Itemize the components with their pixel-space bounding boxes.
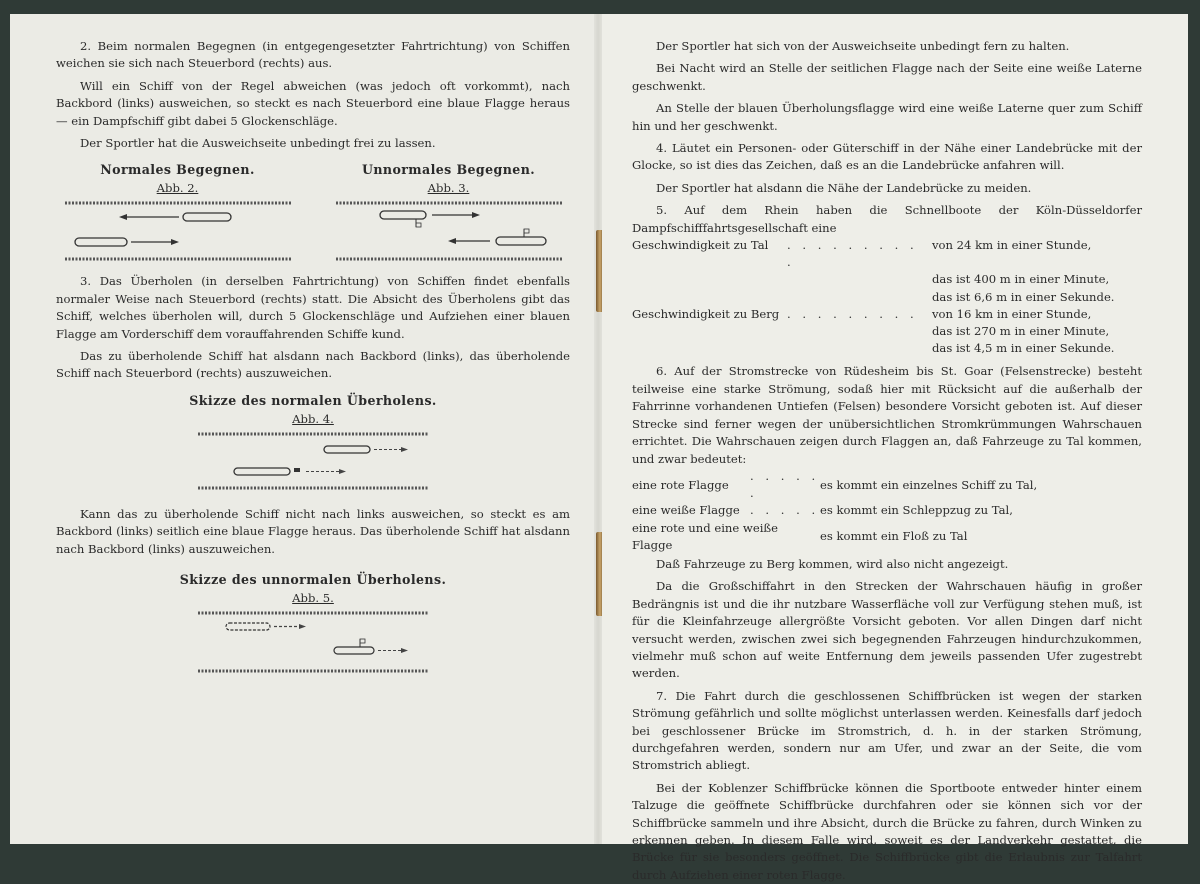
flag: [416, 223, 421, 227]
table-row: [632, 502, 1142, 519]
paragraph: Da die Großschiffahrt in den Strecken der Wahrschauen häufig in großer Bedrängnis ist und die ihr nutzbare Wasserfläche voll zur Verfügung stehen muß, ist für die Kleinfahrzeuge allergrößte Vorsicht geboten. Vor allen Dingen darf nicht versucht werden, zwischen zwei sich begegnenden Fahrzeugen hindurchzukommen, vielmehr muß schon auf weite Entfernung dem jeweils passenden Ufer zugestrebt werden.: [632, 579, 1142, 681]
paragraph: 6. Auf der Stromstrecke von Rüdesheim bis St. Goar (Felsenstrecke) besteht teilweise eine starke Strömung, sodaß hier mit Rücksicht auf die außerhalb der Fahrrinne vorhandenen Untiefen (Felsen) besondere Vorsicht geboten ist. Auf dieser Strecke sind ferner wegen der unübersichtlichen Stromkrümmungen Wahrschauen errichtet. Die Wahrschauen zeigen durch Flaggen an, daß Fahrzeuge zu Tal kommen, und zwar bedeutet:: [632, 364, 1142, 466]
speed-label: Geschwindigkeit zu Berg: [632, 306, 780, 321]
table-row: [632, 237, 1142, 271]
figure-title: Normales Begegnen.: [100, 162, 255, 178]
speed-label: Geschwindigkeit zu Tal: [632, 238, 769, 253]
figure-diagram: [63, 195, 293, 265]
figure-diagram: [334, 195, 564, 265]
flag-name: eine weiße Flagge: [632, 503, 740, 518]
figure-title: Unnormales Begegnen.: [361, 162, 536, 178]
figure-diagram: [188, 426, 438, 494]
flag: [360, 639, 365, 643]
leader-dots: . . . . . .: [750, 468, 820, 501]
flag: [524, 229, 529, 233]
paragraph: Bei Nacht wird an Stelle der seitlichen Flagge nach der Seite eine weiße Laterne geschwenkt.: [632, 61, 1142, 93]
right-page: [602, 14, 1188, 882]
ship-lower: [75, 238, 127, 246]
flag-meaning: es kommt ein einzelnes Schiff zu Tal,: [820, 477, 1038, 492]
speed-table: [632, 237, 1142, 357]
paragraph: 4. Läutet ein Personen- oder Güterschiff in der Nähe einer Landebrücke mit der Glocke, so ist dies das Zeichen, daß es an die Landebrücke anfahren will.: [632, 141, 1142, 173]
leader-dots: . . . . .: [750, 503, 820, 518]
table-row: [632, 520, 1142, 554]
table-row: [632, 323, 1142, 340]
flag-name: eine rote Flagge: [632, 477, 729, 492]
ship-upper: [183, 213, 231, 221]
figure-title: Skizze des normalen Überholens.: [189, 392, 437, 408]
flag-meaning: es kommt ein Schleppzug zu Tal,: [820, 503, 1013, 518]
figure-label: Abb. 5.: [292, 591, 334, 606]
ship-ahead: [334, 647, 374, 654]
figure-label: Abb. 4.: [292, 411, 334, 426]
paragraph: Das zu überholende Schiff hat alsdann nach Backbord (links), das überholende Schiff nach Steuerbord (rechts) auszuweichen.: [56, 349, 570, 381]
ship-lower: [496, 237, 546, 245]
ship-ahead: [324, 446, 370, 453]
paragraph: 3. Das Überholen (in derselben Fahrtrichtung) von Schiffen findet ebenfalls normaler Weise nach Steuerbord (rechts) statt. Die Absicht des Überholens gibt das Schiff, welches überholen will, durch 5 Glockenschläge und Aufziehen einer blauen Flagge am Vorderschiff dem vorauffahrenden Schiffe kund.: [56, 274, 570, 341]
paragraph: Der Sportler hat die Ausweichseite unbedingt frei zu lassen.: [80, 136, 436, 151]
flag-name: eine rote und eine weiße Flagge: [632, 520, 779, 552]
figure-abnormal-overtaking: [56, 572, 570, 677]
paragraph: Will ein Schiff von der Regel abweichen (was jedoch oft vorkommt), nach Backbord (links) ausweichen, so steckt es nach Steuerbord eine blaue Flagge heraus — ein Dampfschiff gibt dabei 5 Glockenschläge.: [56, 78, 570, 128]
arrowhead: [448, 238, 456, 244]
figure-normal-overtaking: [56, 393, 570, 494]
paragraph: Kann das zu überholende Schiff nicht nach links ausweichen, so steckt es am Backbord (links) seitlich eine blaue Flagge heraus. Das überholende Schiff hat alsdann nach Backbord (links) auszuweichen.: [56, 506, 570, 556]
ship-upper: [380, 211, 426, 219]
paragraph: Der Sportler hat alsdann die Nähe der Landebrücke zu meiden.: [656, 180, 1032, 195]
arrowhead: [119, 214, 127, 220]
paragraph: 5. Auf dem Rhein haben die Schnellboote der Köln-Düsseldorfer Dampfschifffahrtsgesellschaft eine: [632, 203, 1142, 235]
figure-normal-encounter: [56, 162, 299, 265]
paragraph: 2. Beim normalen Begegnen (in entgegengesetzter Fahrtrichtung) von Schiffen weichen sie sich nach Steuerbord (rechts) aus.: [56, 39, 570, 71]
paragraph: 7. Die Fahrt durch die geschlossenen Schiffbrücken ist wegen der starken Strömung gefährlich und sollte möglichst unterlassen werden. Keinesfalls darf jedoch bei geschlossener Brücke im Stromstrich, d. h. in der starken Strömung, durchgefahren werden, sondern nur am Ufer, und zwar an der Seite, die vom Stromstrich abliegt.: [632, 688, 1142, 773]
table-row: [632, 289, 1142, 306]
flag: [294, 468, 300, 472]
ship-overtaking: [226, 623, 270, 630]
table-row: [632, 271, 1142, 288]
speed-value: das ist 6,6 m in einer Sekunde.: [932, 289, 1115, 304]
paragraph: An Stelle der blauen Überholungsflagge wird eine weiße Laterne quer zum Schiff hin und her geschwenkt.: [632, 101, 1142, 133]
figure-row-encounters: [56, 162, 570, 265]
figure-diagram: [188, 605, 438, 677]
figure-label: Abb. 2.: [156, 181, 199, 196]
figure-label: Abb. 3.: [427, 181, 470, 196]
left-page: [10, 14, 596, 844]
arrowhead: [171, 239, 179, 245]
arrowhead: [472, 212, 480, 218]
booklet-spread: [10, 14, 1188, 882]
figure-title: Skizze des unnormalen Überholens.: [179, 572, 447, 588]
arrowhead: [401, 447, 408, 452]
arrowhead: [299, 624, 306, 629]
flag-signal-table: [632, 468, 1142, 554]
table-row: [632, 468, 1142, 502]
table-row: [632, 340, 1142, 357]
speed-value: das ist 270 m in einer Minute,: [932, 324, 1110, 339]
figure-abnormal-encounter: [327, 162, 570, 265]
speed-value: das ist 400 m in einer Minute,: [932, 272, 1110, 287]
arrowhead: [339, 469, 346, 474]
table-row: [632, 306, 1142, 323]
arrowhead: [401, 648, 408, 653]
paragraph: Bei der Koblenzer Schiffbrücke können die Sportboote entweder hinter einem Talzuge die geöffnete Schiffbrücke durchfahren oder sie können sich vor der Schiffbrücke sammeln und ihre Absicht, durch die Brücke zu fahren, durch Winken zu erkennen geben. In diesem Falle wird, soweit es der Landverkehr gestattet, die Brücke für sie besonders geöffnet. Die Schiffbrücke gibt die Erlaubnis zur Talfahrt durch Aufziehen einer roten Flagge.: [632, 780, 1142, 882]
leader-dots: . . . . . . . . . .: [787, 238, 918, 270]
flag-meaning: es kommt ein Floß zu Tal: [820, 529, 968, 544]
speed-value: von 24 km in einer Stunde,: [932, 238, 1092, 253]
ship-overtaking: [234, 468, 290, 475]
speed-value: das ist 4,5 m in einer Sekunde.: [932, 341, 1115, 356]
paragraph: Der Sportler hat sich von der Ausweichseite unbedingt fern zu halten.: [656, 39, 1070, 53]
leader-dots: . . . . . . . . .: [787, 306, 918, 321]
speed-value: von 16 km in einer Stunde,: [932, 306, 1092, 321]
paragraph: Daß Fahrzeuge zu Berg kommen, wird also nicht angezeigt.: [656, 556, 1009, 571]
